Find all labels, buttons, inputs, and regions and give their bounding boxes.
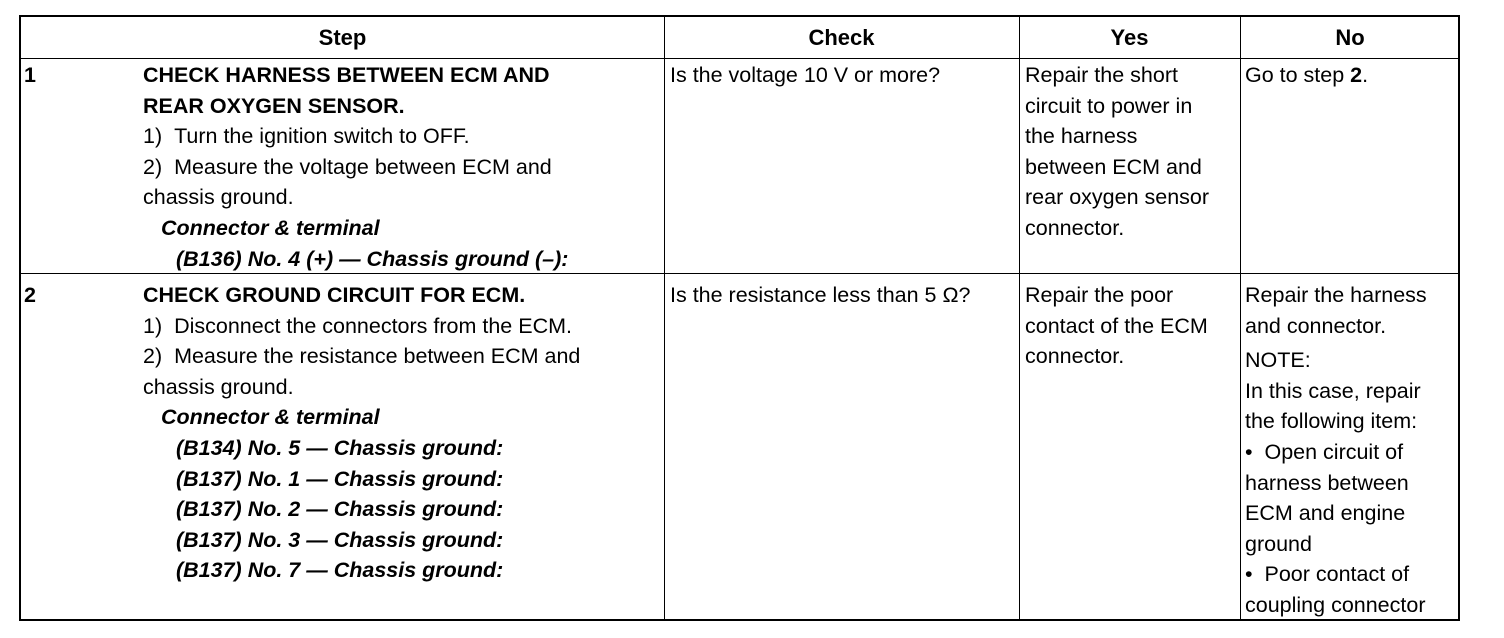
yes-text: connector. — [1025, 344, 1125, 369]
header-yes: Yes — [1110, 25, 1149, 50]
instruction: 1) Disconnect the connectors from the ECM. — [143, 313, 572, 338]
column-divider — [1240, 17, 1241, 619]
yes-text: Repair the short — [1025, 63, 1178, 87]
note-bullet: • Open circuit of — [1245, 439, 1404, 464]
yes-text: rear oxygen sensor — [1025, 185, 1210, 210]
connector-heading: Connector & terminal — [161, 215, 380, 240]
no-text: and connector. — [1245, 313, 1387, 338]
connector-terminal: (B134) No. 5 — Chassis ground: — [176, 435, 504, 460]
yes-text: Repair the poor — [1025, 283, 1174, 307]
connector-terminal: (B137) No. 7 — Chassis ground: — [176, 558, 504, 583]
step-description — [143, 60, 661, 274]
step-description — [143, 280, 661, 586]
note-text: ECM and engine — [1245, 501, 1406, 526]
check-text: Is the voltage 10 V or more? — [670, 63, 941, 87]
yes-text: the harness — [1025, 124, 1138, 149]
connector-terminal: (B136) No. 4 (+) — Chassis ground (–): — [176, 246, 569, 271]
yes-text: circuit to power in — [1025, 93, 1193, 118]
step-title: CHECK HARNESS BETWEEN ECM AND — [143, 63, 550, 87]
yes-text: between ECM and — [1025, 154, 1202, 179]
column-divider — [664, 17, 665, 619]
instruction: 2) Measure the resistance between ECM and — [143, 344, 581, 369]
step-number: 1 — [24, 63, 36, 87]
connector-terminal: (B137) No. 3 — Chassis ground: — [176, 527, 504, 552]
yes-action — [1025, 60, 1237, 244]
check-text: Is the resistance less than 5 Ω? — [670, 283, 971, 307]
header-no: No — [1335, 25, 1365, 50]
header-step: Step — [318, 25, 367, 50]
no-suffix: . — [1362, 63, 1369, 87]
note-text: coupling connector — [1245, 592, 1426, 617]
yes-text: connector. — [1025, 215, 1125, 240]
header-check: Check — [808, 25, 875, 50]
note-text: harness between — [1245, 470, 1409, 495]
no-prefix: Go to step — [1245, 63, 1351, 87]
note-text: ground — [1245, 531, 1312, 556]
check-question — [670, 60, 1015, 91]
connector-terminal: (B137) No. 1 — Chassis ground: — [176, 466, 504, 491]
instruction: 2) Measure the voltage between ECM and — [143, 154, 552, 179]
row-divider — [21, 58, 1458, 59]
step-title: CHECK GROUND CIRCUIT FOR ECM. — [143, 283, 526, 307]
connector-heading: Connector & terminal — [161, 405, 380, 430]
yes-action — [1025, 280, 1237, 372]
step-reference: 2 — [1350, 63, 1363, 87]
no-action — [1245, 60, 1459, 91]
instruction: chassis ground. — [143, 374, 294, 399]
check-question — [670, 280, 1015, 311]
instruction: 1) Turn the ignition switch to OFF. — [143, 124, 470, 149]
no-text: Repair the harness — [1245, 283, 1427, 307]
step-number: 2 — [24, 283, 36, 307]
no-action — [1245, 280, 1459, 621]
note-text: the following item: — [1245, 409, 1418, 434]
note-label: NOTE: — [1245, 348, 1311, 373]
diagnostic-table — [19, 15, 1460, 621]
no-text — [1245, 60, 1459, 91]
note-bullet: • Poor contact of — [1245, 562, 1410, 587]
column-divider — [1019, 17, 1020, 619]
yes-text: contact of the ECM — [1025, 313, 1208, 338]
note-text: In this case, repair — [1245, 378, 1421, 403]
instruction: chassis ground. — [143, 185, 294, 210]
step-title: REAR OXYGEN SENSOR. — [143, 93, 405, 118]
connector-terminal: (B137) No. 2 — Chassis ground: — [176, 497, 504, 522]
